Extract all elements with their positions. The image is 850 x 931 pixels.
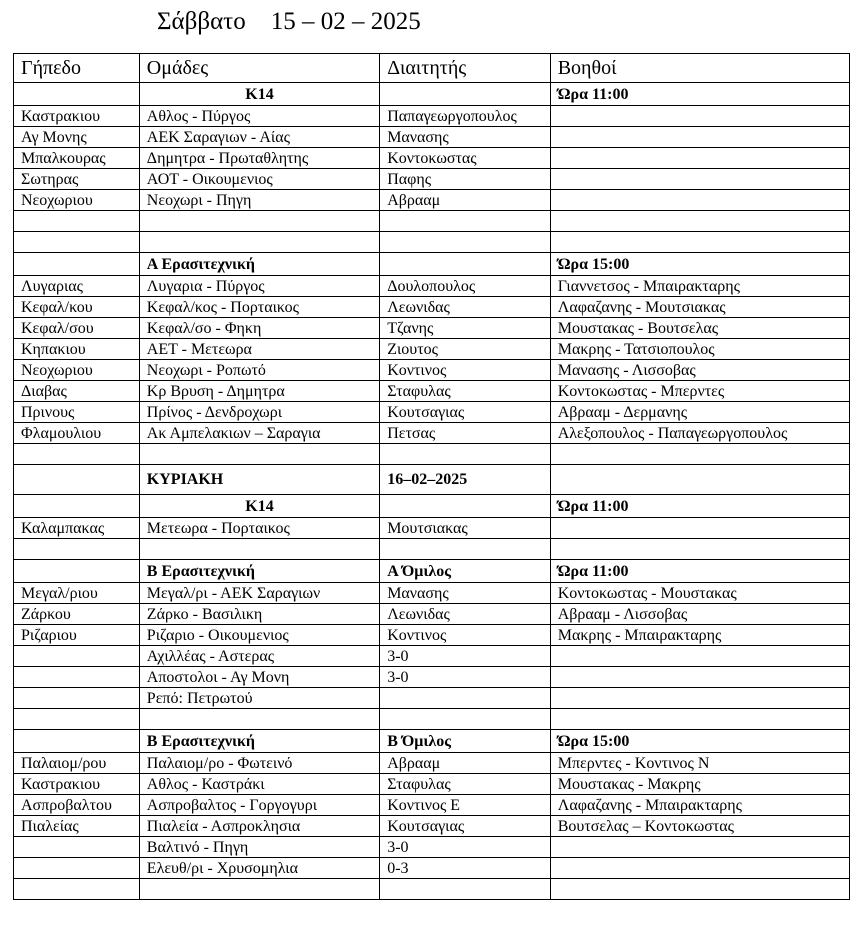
teams-cell: Αθλος - Πύργος [139, 106, 379, 127]
referee-cell: 3-0 [380, 667, 551, 688]
referee-cell: Τζανης [380, 318, 551, 339]
teams-cell [139, 709, 379, 730]
teams-cell: Κεφαλ/κος - Πορταικος [139, 297, 379, 318]
assistants-cell [550, 232, 849, 253]
teams-cell: Αχιλλέας - Αστερας [139, 646, 379, 667]
section-header-row [14, 253, 850, 276]
assistants-cell [550, 646, 849, 667]
teams-cell: Βαλτινό - Πηγη [139, 837, 379, 858]
venue-cell [14, 539, 140, 560]
table-row [14, 190, 850, 211]
assistants-cell: Κοντοκωστας - Μουστακας [550, 583, 849, 604]
venue-cell: Πιαλείας [14, 816, 140, 837]
assistants-cell: Μανασης - Λισσοβας [550, 360, 849, 381]
table-row [14, 360, 850, 381]
assistants-cell: Αλεξοπουλος - Παπαγεωργοπουλος [550, 423, 849, 444]
teams-cell: ΑΕΤ - Μετεωρα [139, 339, 379, 360]
assistants-cell [550, 465, 849, 495]
header-referee: Διαιτητής [380, 54, 551, 83]
referee-cell: Αβρααμ [380, 753, 551, 774]
referee-cell [380, 539, 551, 560]
referee-cell: 0-3 [380, 858, 551, 879]
venue-cell [14, 444, 140, 465]
referee-cell [380, 211, 551, 232]
teams-cell: Αθλος - Καστράκι [139, 774, 379, 795]
table-row [14, 646, 850, 667]
venue-cell: Πρινους [14, 402, 140, 423]
table-row [14, 604, 850, 625]
table-row [14, 297, 850, 318]
teams-cell [139, 444, 379, 465]
table-header-row [14, 54, 850, 83]
table-row [14, 148, 850, 169]
referee-cell [380, 495, 551, 518]
venue-cell [14, 709, 140, 730]
venue-cell: Νεοχωριου [14, 190, 140, 211]
venue-cell [14, 253, 140, 276]
teams-cell: Ριζαριο - Οικουμενιος [139, 625, 379, 646]
empty-row [14, 211, 850, 232]
assistants-cell [550, 518, 849, 539]
referee-cell: Α Όμιλος [380, 560, 551, 583]
assistants-cell [550, 709, 849, 730]
referee-cell: Αβρααμ [380, 190, 551, 211]
referee-cell: Παφης [380, 169, 551, 190]
venue-cell: Καλαμπακας [14, 518, 140, 539]
venue-cell [14, 232, 140, 253]
venue-cell [14, 688, 140, 709]
venue-cell: Μπαλκουρας [14, 148, 140, 169]
table-row [14, 583, 850, 604]
assistants-cell: Μακρης - Τατσιοπουλος [550, 339, 849, 360]
venue-cell: Διαβας [14, 381, 140, 402]
assistants-cell [550, 444, 849, 465]
teams-cell: ΚΥΡΙΑΚΗ [139, 465, 379, 495]
referee-cell [380, 232, 551, 253]
teams-cell: Πρίνος - Δενδροχωρι [139, 402, 379, 423]
referee-cell [380, 879, 551, 900]
assistants-cell: Μουστακας - Μακρης [550, 774, 849, 795]
referee-cell: Σταφυλας [380, 381, 551, 402]
referee-cell: 3-0 [380, 837, 551, 858]
venue-cell: Μεγαλ/ριου [14, 583, 140, 604]
venue-cell [14, 495, 140, 518]
section-header-row [14, 730, 850, 753]
referee-cell: Κοντινος [380, 625, 551, 646]
teams-cell: Α Ερασιτεχνική [139, 253, 379, 276]
teams-cell: Ακ Αμπελακιων – Σαραγια [139, 423, 379, 444]
teams-cell: Ασπροβαλτος - Γοργογυρι [139, 795, 379, 816]
referee-cell: Κοντινος Ε [380, 795, 551, 816]
referee-cell [380, 83, 551, 106]
empty-row [14, 709, 850, 730]
teams-cell [139, 539, 379, 560]
teams-cell: Νεοχωρι - Πηγη [139, 190, 379, 211]
assistants-cell [550, 211, 849, 232]
assistants-cell [550, 127, 849, 148]
table-row [14, 169, 850, 190]
table-row [14, 381, 850, 402]
teams-cell: Κ14 [139, 83, 379, 106]
venue-cell: Λυγαριας [14, 276, 140, 297]
assistants-cell [550, 106, 849, 127]
referee-cell: Ζιουτος [380, 339, 551, 360]
venue-cell [14, 879, 140, 900]
assistants-cell [550, 169, 849, 190]
venue-cell: Καστρακιου [14, 774, 140, 795]
referee-cell: Μουτσιακας [380, 518, 551, 539]
venue-cell: Ασπροβαλτου [14, 795, 140, 816]
day-header-row [14, 465, 850, 495]
assistants-cell: Λαφαζανης - Μπαιρακταρης [550, 795, 849, 816]
teams-cell: Δημητρα - Πρωταθλητης [139, 148, 379, 169]
referee-cell [380, 709, 551, 730]
teams-cell: Παλαιομ/ρο - Φωτεινό [139, 753, 379, 774]
venue-cell: Κεφαλ/σου [14, 318, 140, 339]
referee-cell: Μανασης [380, 583, 551, 604]
teams-cell: Β Ερασιτεχνική [139, 560, 379, 583]
assistants-cell: Ώρα 11:00 [550, 83, 849, 106]
assistants-cell: Μουστακας - Βουτσελας [550, 318, 849, 339]
venue-cell: Ριζαριου [14, 625, 140, 646]
table-row [14, 837, 850, 858]
venue-cell: Αγ Μονης [14, 127, 140, 148]
assistants-cell [550, 148, 849, 169]
table-row [14, 753, 850, 774]
header-teams: Ομάδες [139, 54, 379, 83]
table-row [14, 625, 850, 646]
venue-cell [14, 837, 140, 858]
referee-cell [380, 253, 551, 276]
referee-cell: Κοντινος [380, 360, 551, 381]
teams-cell: Μεγαλ/ρι - ΑΕΚ Σαραγιων [139, 583, 379, 604]
teams-cell [139, 211, 379, 232]
referee-cell: 3-0 [380, 646, 551, 667]
section-header-row [14, 495, 850, 518]
table-row [14, 402, 850, 423]
table-row [14, 106, 850, 127]
header-assistants: Βοηθοί [550, 54, 849, 83]
empty-row [14, 444, 850, 465]
table-row [14, 276, 850, 297]
teams-cell: Κ14 [139, 495, 379, 518]
table-row [14, 816, 850, 837]
teams-cell [139, 232, 379, 253]
venue-cell [14, 560, 140, 583]
venue-cell [14, 667, 140, 688]
section-header-row [14, 560, 850, 583]
assistants-cell [550, 837, 849, 858]
assistants-cell: Μακρης - Μπαιρακταρης [550, 625, 849, 646]
teams-cell: Ζάρκο - Βασιλικη [139, 604, 379, 625]
assistants-cell: Βουτσελας – Κοντοκωστας [550, 816, 849, 837]
header-venue: Γήπεδο [14, 54, 140, 83]
table-row [14, 774, 850, 795]
assistants-cell [550, 688, 849, 709]
assistants-cell: Ώρα 15:00 [550, 730, 849, 753]
venue-cell [14, 858, 140, 879]
referee-cell: Λεωνιδας [380, 604, 551, 625]
referee-cell: Μανασης [380, 127, 551, 148]
empty-row [14, 232, 850, 253]
referee-cell: 16–02–2025 [380, 465, 551, 495]
teams-cell: Νεοχωρι - Ροπωτό [139, 360, 379, 381]
assistants-cell [550, 858, 849, 879]
teams-cell: Κεφαλ/σο - Φηκη [139, 318, 379, 339]
teams-cell: ΑΟΤ - Οικουμενιος [139, 169, 379, 190]
referee-cell: Λεωνιδας [380, 297, 551, 318]
teams-cell: Μετεωρα - Πορταικος [139, 518, 379, 539]
assistants-cell: Ώρα 11:00 [550, 495, 849, 518]
table-row [14, 518, 850, 539]
referee-cell [380, 688, 551, 709]
empty-row [14, 539, 850, 560]
schedule-table [13, 53, 850, 900]
referee-cell: Δουλοπουλος [380, 276, 551, 297]
assistants-cell [550, 879, 849, 900]
venue-cell: Παλαιομ/ρου [14, 753, 140, 774]
assistants-cell [550, 190, 849, 211]
venue-cell [14, 465, 140, 495]
teams-cell: Λυγαρια - Πύργος [139, 276, 379, 297]
assistants-cell: Κοντοκωστας - Μπερντες [550, 381, 849, 402]
venue-cell [14, 83, 140, 106]
page-title: Σάββατο 15 – 02 – 2025 [157, 8, 421, 35]
venue-cell: Σωτηρας [14, 169, 140, 190]
referee-cell: Παπαγεωργοπουλος [380, 106, 551, 127]
teams-cell: Κρ Βρυση - Δημητρα [139, 381, 379, 402]
table-row [14, 858, 850, 879]
empty-row [14, 879, 850, 900]
assistants-cell: Λαφαζανης - Μουτσιακας [550, 297, 849, 318]
table-row [14, 318, 850, 339]
assistants-cell [550, 667, 849, 688]
table-row [14, 795, 850, 816]
venue-cell: Νεοχωριου [14, 360, 140, 381]
venue-cell: Φλαμουλιου [14, 423, 140, 444]
teams-cell: Πιαλεία - Ασπροκλησια [139, 816, 379, 837]
assistants-cell: Ώρα 11:00 [550, 560, 849, 583]
assistants-cell: Αβρααμ - Δερμανης [550, 402, 849, 423]
referee-cell: Κουτσαγιας [380, 402, 551, 423]
referee-cell [380, 444, 551, 465]
table-row [14, 688, 850, 709]
venue-cell: Ζάρκου [14, 604, 140, 625]
assistants-cell: Αβρααμ - Λισσοβας [550, 604, 849, 625]
referee-cell: Κουτσαγιας [380, 816, 551, 837]
venue-cell [14, 646, 140, 667]
table-row [14, 127, 850, 148]
teams-cell [139, 879, 379, 900]
assistants-cell: Ώρα 15:00 [550, 253, 849, 276]
venue-cell: Καστρακιου [14, 106, 140, 127]
table-row [14, 667, 850, 688]
table-row [14, 339, 850, 360]
teams-cell: Β Ερασιτεχνική [139, 730, 379, 753]
teams-cell: Ρεπό: Πετρωτού [139, 688, 379, 709]
venue-cell [14, 211, 140, 232]
table-row [14, 423, 850, 444]
venue-cell: Κεφαλ/κου [14, 297, 140, 318]
teams-cell: Ελευθ/ρι - Χρυσομηλια [139, 858, 379, 879]
referee-cell: Πετσας [380, 423, 551, 444]
section-header-row [14, 83, 850, 106]
assistants-cell: Μπερντες - Κοντινος Ν [550, 753, 849, 774]
assistants-cell [550, 539, 849, 560]
referee-cell: Β Όμιλος [380, 730, 551, 753]
venue-cell [14, 730, 140, 753]
referee-cell: Κοντοκωστας [380, 148, 551, 169]
referee-cell: Σταφυλας [380, 774, 551, 795]
teams-cell: ΑΕΚ Σαραγιων - Αίας [139, 127, 379, 148]
venue-cell: Κηπακιου [14, 339, 140, 360]
teams-cell: Αποστολοι - Αγ Μονη [139, 667, 379, 688]
assistants-cell: Γιαννετσος - Μπαιρακταρης [550, 276, 849, 297]
